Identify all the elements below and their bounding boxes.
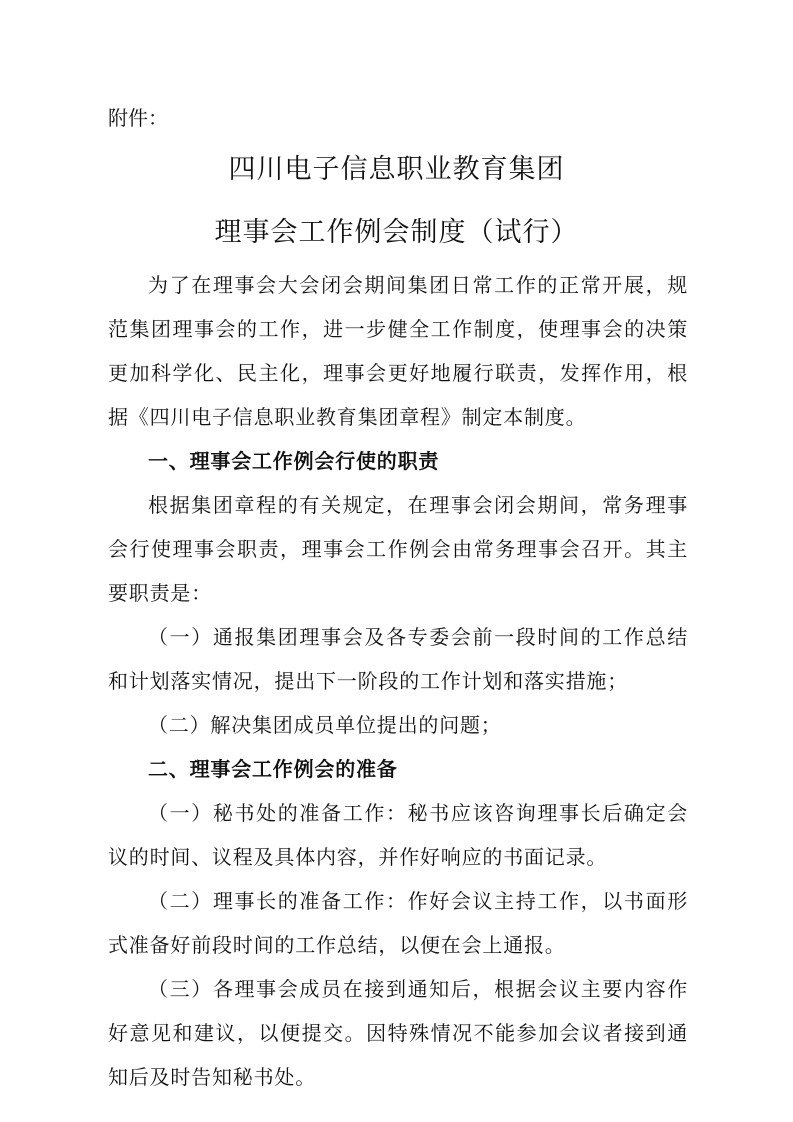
section1-para-line-3: 要职责是： [108, 581, 212, 605]
intro-line-4: 据《四川电子信息职业教育集团章程》制定本制度。 [108, 405, 587, 429]
intro-line-1: 为了在理事会大会闭会期间集团日常工作的正常开展，规 [148, 273, 688, 297]
section1-para-line-1: 根据集团章程的有关规定，在理事会闭会期间，常务理事 [148, 493, 688, 517]
section2-item3-line-2: 好意见和建议，以便提交。因特殊情况不能参加会议者接到通 [108, 1021, 688, 1045]
document-title-line2: 理事会工作例会制度（试行） [214, 217, 579, 248]
section2-item2-line-2: 式准备好前段时间的工作总结，以便在会上通报。 [108, 933, 566, 957]
section2-heading: 二、理事会工作例会的准备 [148, 757, 398, 781]
attachment-label: 附件： [108, 106, 168, 130]
intro-line-3: 更加科学化、民主化，理事会更好地履行联责，发挥作用，根 [108, 361, 688, 385]
section1-item2: （二）解决集团成员单位提出的问题； [148, 713, 502, 737]
intro-line-2: 范集团理事会的工作，进一步健全工作制度，使理事会的决策 [108, 317, 688, 341]
document-title-line1: 四川电子信息职业教育集团 [228, 154, 565, 185]
section2-item3-line-1: （三）各理事会成员在接到通知后，根据会议主要内容作 [148, 977, 688, 1001]
section2-item1-line-1: （一）秘书处的准备工作：秘书应该咨询理事长后确定会 [148, 801, 688, 825]
section1-item1-line-2: 和计划落实情况，提出下一阶段的工作计划和落实措施； [108, 669, 628, 693]
section1-para-line-2: 会行使理事会职责，理事会工作例会由常务理事会召开。其主 [108, 537, 688, 561]
section2-item2-line-1: （二）理事长的准备工作：作好会议主持工作，以书面形 [148, 889, 688, 913]
section2-item3-line-3: 知后及时告知秘书处。 [108, 1065, 316, 1089]
section2-item1-line-2: 议的时间、议程及具体内容，并作好响应的书面记录。 [108, 845, 608, 869]
section1-heading: 一、理事会工作例会行使的职责 [148, 449, 440, 473]
section1-item1-line-1: （一）通报集团理事会及各专委会前一段时间的工作总结 [148, 625, 688, 649]
